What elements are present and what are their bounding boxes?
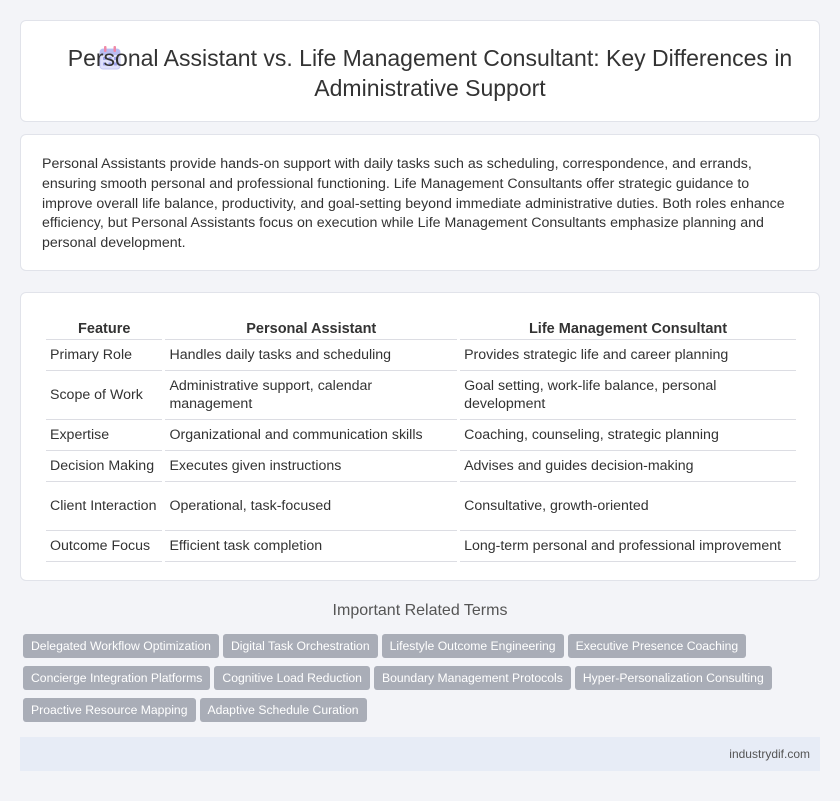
table-row — [46, 482, 796, 531]
feature-cell: Expertise — [46, 420, 162, 451]
term-tag[interactable]: Proactive Resource Mapping — [23, 698, 196, 722]
header-personal-assistant: Personal Assistant — [165, 314, 457, 340]
term-tag[interactable]: Boundary Management Protocols — [374, 666, 571, 690]
term-tag[interactable]: Adaptive Schedule Curation — [200, 698, 367, 722]
table-row — [46, 371, 796, 420]
term-tag[interactable]: Cognitive Load Reduction — [214, 666, 370, 690]
header-life-management-consultant: Life Management Consultant — [460, 314, 796, 340]
consultant-cell: Goal setting, work-life balance, personal development — [460, 371, 796, 420]
title-card — [20, 20, 820, 122]
term-tag[interactable]: Executive Presence Coaching — [568, 634, 747, 658]
table-header-row — [46, 314, 796, 340]
table-row — [46, 531, 796, 562]
summary-paragraph: Personal Assistants provide hands-on support with daily tasks such as scheduling, correspondence, and errands, ensuring smooth personal and professional functioning. Life Management Consultants offer strategic guidance to improve overall life balance, productivity, and goal-setting beyond immediate administrative duties. Both roles enhance efficiency, but Personal Assistants focus on execution while Life Management Consultants emphasize planning and personal development. — [42, 156, 785, 252]
term-tag[interactable]: Lifestyle Outcome Engineering — [382, 634, 564, 658]
personal-assistant-cell: Administrative support, calendar management — [165, 371, 457, 420]
personal-assistant-cell: Executes given instructions — [165, 451, 457, 482]
feature-cell: Decision Making — [46, 451, 162, 482]
consultant-cell: Coaching, counseling, strategic planning — [460, 420, 796, 451]
table-row — [46, 451, 796, 482]
table-row — [46, 340, 796, 371]
related-terms-heading: Important Related Terms — [332, 602, 508, 619]
comparison-card — [20, 292, 820, 581]
consultant-cell: Consultative, growth-oriented — [460, 482, 796, 531]
consultant-cell: Advises and guides decision-making — [460, 451, 796, 482]
personal-assistant-cell: Handles daily tasks and scheduling — [165, 340, 457, 371]
personal-assistant-cell: Efficient task completion — [165, 531, 457, 562]
table-row — [46, 420, 796, 451]
page-title: Personal Assistant vs. Life Management Consultant: Key Differences in Administrative Support — [67, 45, 793, 101]
header-feature: Feature — [46, 314, 162, 340]
summary-card — [20, 134, 820, 271]
term-tag[interactable]: Digital Task Orchestration — [223, 634, 378, 658]
feature-cell: Primary Role — [46, 340, 162, 371]
term-tag[interactable]: Delegated Workflow Optimization — [23, 634, 219, 658]
term-tag[interactable]: Hyper-Personalization Consulting — [575, 666, 772, 690]
feature-cell: Outcome Focus — [46, 531, 162, 562]
personal-assistant-cell: Operational, task-focused — [165, 482, 457, 531]
feature-cell: Client Interaction — [46, 482, 162, 531]
feature-cell: Scope of Work — [46, 371, 162, 420]
term-tag[interactable]: Concierge Integration Platforms — [23, 666, 210, 690]
related-terms-list — [23, 634, 823, 730]
comparison-table — [43, 314, 799, 562]
consultant-cell: Provides strategic life and career planning — [460, 340, 796, 371]
consultant-cell: Long-term personal and professional improvement — [460, 531, 796, 562]
footer-site-link[interactable]: industrydif.com — [729, 747, 810, 761]
footer — [20, 737, 820, 771]
personal-assistant-cell: Organizational and communication skills — [165, 420, 457, 451]
